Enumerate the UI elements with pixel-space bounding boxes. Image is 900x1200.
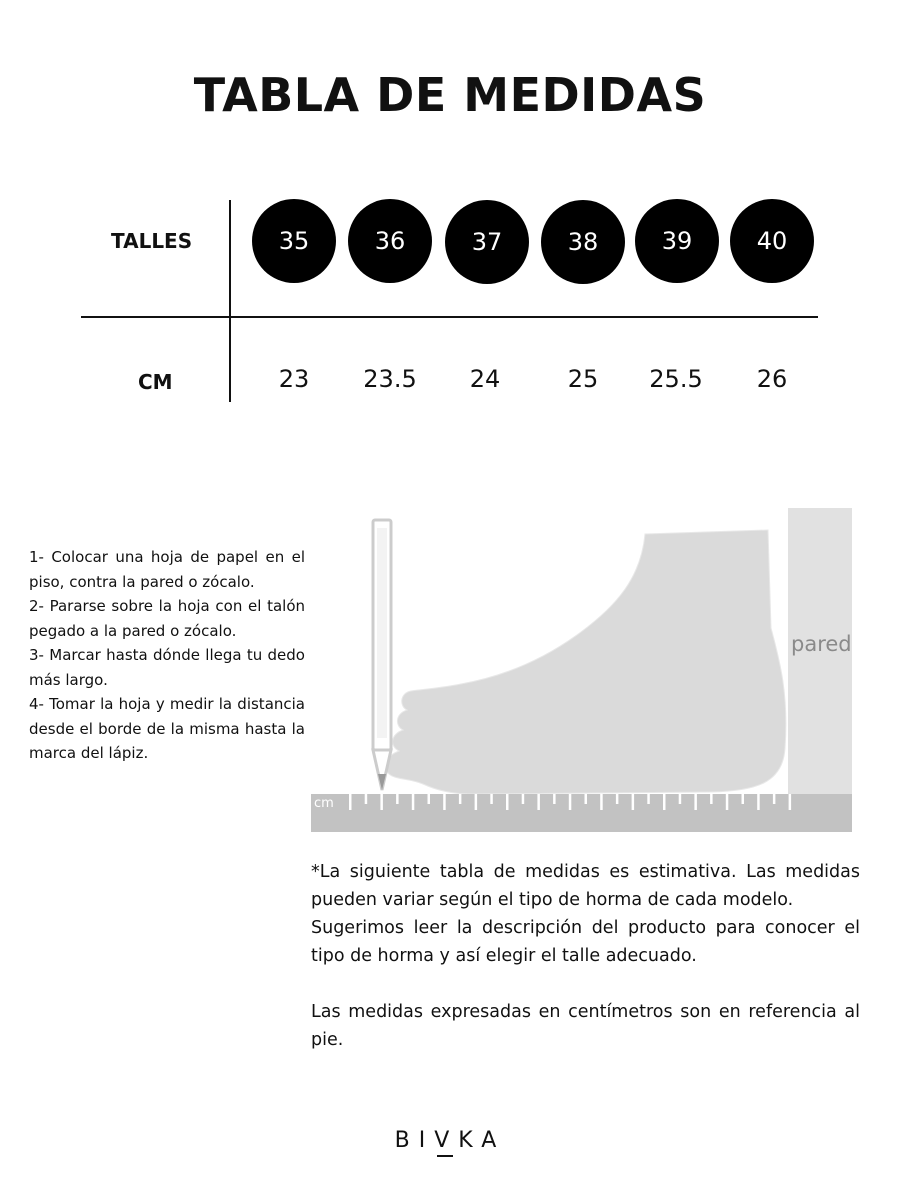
page-title: TABLA DE MEDIDAS bbox=[193, 68, 707, 122]
ruler-tick bbox=[789, 794, 792, 810]
note-recommendation: Sugerimos leer la descripción del producto para conocer el tipo de horma y así elegir el talle adecuado. bbox=[311, 918, 860, 966]
cm-value: 25.5 bbox=[649, 365, 703, 393]
ruler-tick bbox=[349, 794, 352, 810]
instruction-step: 4- Tomar la hoja y medir la distancia desde el borde de la misma hasta la marca del lápiz. bbox=[29, 695, 305, 762]
foot-shape bbox=[385, 530, 786, 794]
ruler-tick bbox=[459, 794, 462, 804]
ruler-tick bbox=[569, 794, 572, 810]
cm-row-label: CM bbox=[138, 370, 173, 394]
ruler-tick bbox=[475, 794, 478, 810]
ruler-tick bbox=[600, 794, 603, 810]
ruler-tick bbox=[365, 794, 368, 804]
ruler-tick bbox=[522, 794, 525, 804]
cm-value: 23 bbox=[278, 365, 310, 393]
size-badge-38: 38 bbox=[541, 200, 625, 284]
ruler-tick bbox=[616, 794, 619, 804]
brand-logo-underline bbox=[437, 1155, 453, 1157]
table-vertical-divider bbox=[229, 200, 231, 402]
wall-label: pared bbox=[791, 632, 852, 656]
cm-value: 24 bbox=[469, 365, 501, 393]
ruler-tick bbox=[380, 794, 383, 810]
ruler-tick bbox=[726, 794, 729, 810]
ruler-tick bbox=[632, 794, 635, 810]
measurement-instructions bbox=[29, 545, 305, 766]
ruler-tick bbox=[490, 794, 493, 804]
brand-logo: BIVKA bbox=[394, 1128, 506, 1153]
ruler-tick bbox=[710, 794, 713, 804]
note-estimate: *La siguiente tabla de medidas es estimativa. Las medidas pueden variar según el tipo de horma de cada modelo. bbox=[311, 862, 860, 910]
ruler-label: cm bbox=[314, 796, 334, 811]
instruction-step: 3- Marcar hasta dónde llega tu dedo más largo. bbox=[29, 646, 305, 689]
ruler-tick bbox=[757, 794, 760, 810]
ruler-tick bbox=[663, 794, 666, 810]
ruler-tick bbox=[443, 794, 446, 810]
table-horizontal-divider bbox=[81, 316, 818, 318]
ruler-tick bbox=[742, 794, 745, 804]
ruler-tick bbox=[679, 794, 682, 804]
size-badge-37: 37 bbox=[445, 200, 529, 284]
ruler-tick bbox=[647, 794, 650, 804]
ruler-tick bbox=[553, 794, 556, 804]
pencil-icon bbox=[373, 520, 391, 790]
cm-value: 23.5 bbox=[363, 365, 417, 393]
ruler-tick bbox=[537, 794, 540, 810]
ruler-tick bbox=[428, 794, 431, 804]
instruction-step: 2- Pararse sobre la hoja con el talón pegado a la pared o zócalo. bbox=[29, 597, 305, 640]
sizes-row-label: TALLES bbox=[111, 229, 193, 253]
instruction-step: 1- Colocar una hoja de papel en el piso, contra la pared o zócalo. bbox=[29, 548, 305, 591]
size-badge-40: 40 bbox=[730, 199, 814, 283]
cm-value: 25 bbox=[567, 365, 599, 393]
ruler-tick bbox=[396, 794, 399, 804]
note-reference: Las medidas expresadas en centímetros son en referencia al pie. bbox=[311, 1002, 860, 1050]
ruler-tick bbox=[506, 794, 509, 810]
foot-measuring-illustration bbox=[311, 508, 853, 834]
ruler-tick bbox=[412, 794, 415, 810]
size-badge-36: 36 bbox=[348, 199, 432, 283]
size-badge-39: 39 bbox=[635, 199, 719, 283]
cm-value: 26 bbox=[756, 365, 788, 393]
ruler-tick bbox=[585, 794, 588, 804]
ruler-tick bbox=[694, 794, 697, 810]
sizing-notes bbox=[311, 858, 860, 1054]
size-badge-35: 35 bbox=[252, 199, 336, 283]
ruler-tick bbox=[773, 794, 776, 804]
ruler-shape bbox=[311, 794, 852, 832]
